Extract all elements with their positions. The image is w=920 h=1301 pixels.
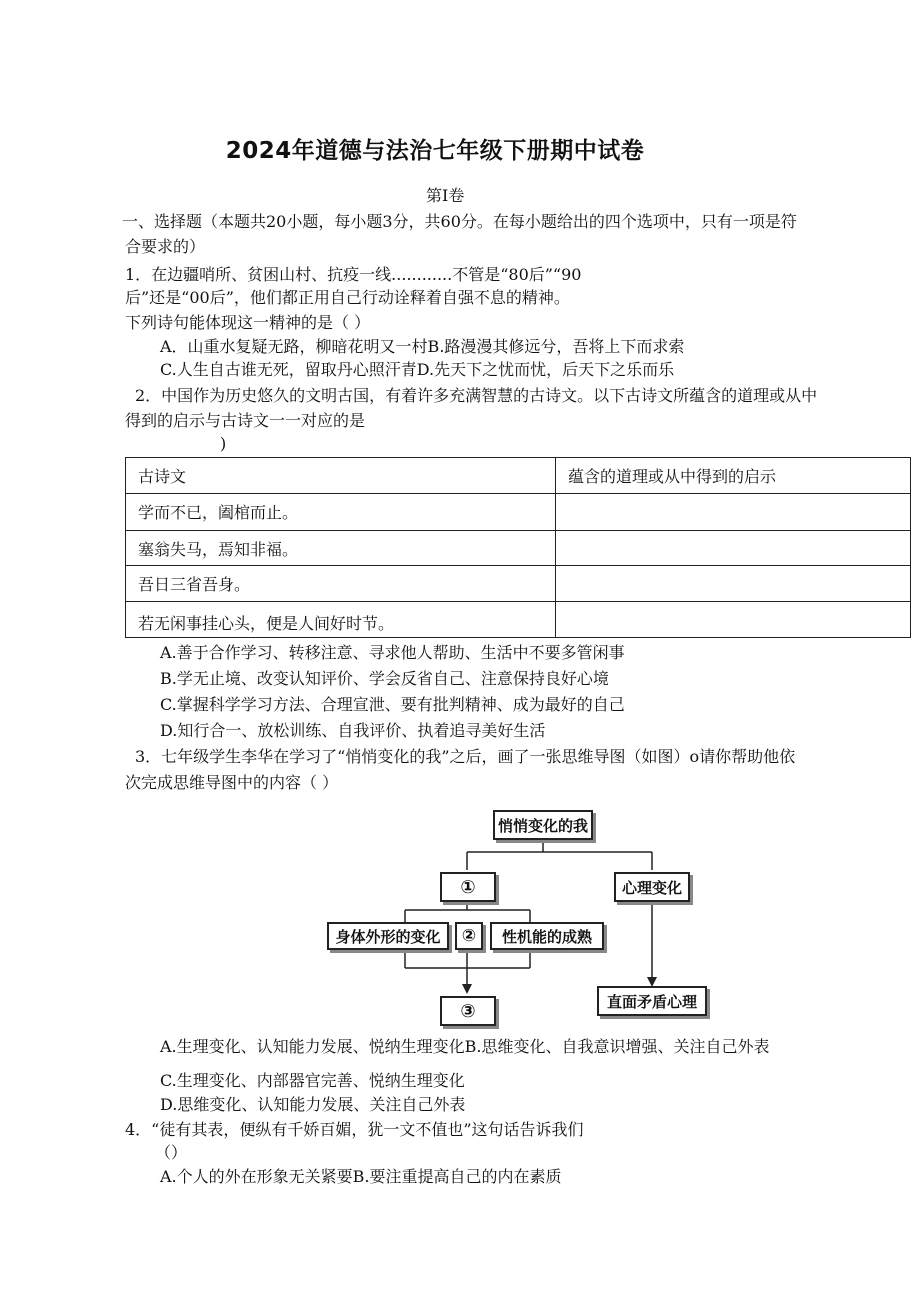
page-title: 2024年道德与法治七年级下册期中试卷 — [225, 138, 645, 164]
table-cell: 吾日三省吾身。 — [126, 566, 556, 602]
q4-stem: 4．“徒有其表，便纵有千娇百媚，犹一文不值也”这句话告诉我们 — [125, 1120, 584, 1139]
q2-option-b: B.学无止境、改变认知评价、学会反省自己、注意保持良好心境 — [160, 669, 609, 688]
q4-paren: （） — [155, 1143, 188, 1162]
q1-stem-cont: 后”还是“00后”，他们都正用自己行动诠释着自强不息的精神。 — [125, 288, 570, 307]
table-cell: 学而不已，阖棺而止。 — [126, 494, 556, 531]
q1-options-ab: A．山重水复疑无路，柳暗花明又一村B.路漫漫其修远兮，吾将上下而求索 — [160, 337, 685, 356]
table-cell: 塞翁失马，焉知非福。 — [126, 531, 556, 566]
q3-stem: 3．七年级学生李华在学习了“悄悄变化的我”之后，画了一张思维导图（如图）o请你帮助他依 — [135, 747, 796, 766]
q2-stem: 2．中国作为历史悠久的文明古国，有着许多充满智慧的古诗文。以下古诗文所蕴含的道理或从中 — [135, 386, 818, 405]
q2-option-a: A.善于合作学习、转移注意、寻求他人帮助、生活中不要多管闲事 — [160, 643, 625, 662]
table-cell: 若无闲事挂心头，便是人间好时节。 — [126, 602, 556, 638]
table-header: 蕴含的道理或从中得到的启示 — [556, 458, 911, 494]
q3-option-c: C.生理变化、内部器官完善、悦纳生理变化 — [160, 1071, 465, 1090]
map-conflict-node: 直面矛盾心理 — [597, 986, 707, 1016]
map-root-node: 悄悄变化的我 — [493, 810, 593, 840]
map-body-node: 身体外形的变化 — [327, 922, 449, 950]
q2-option-c: C.掌握科学学习方法、合理宣泄、要有批判精神、成为最好的自己 — [160, 695, 625, 714]
q1-options-cd: C.人生自古谁无死，留取丹心照汗青D.先天下之忧而忧，后天下之乐而乐 — [160, 360, 675, 379]
map-blank-2-node: ② — [455, 922, 483, 950]
q4-options-ab: A.个人的外在形象无关紧要B.要注重提高自己的内在素质 — [160, 1167, 562, 1186]
q2-option-d: D.知行合一、放松训练、自我评价、执着追寻美好生活 — [160, 721, 546, 740]
section-instructions-cont: 合要求的） — [125, 237, 206, 256]
q1-prompt: 下列诗句能体现这一精神的是（ ） — [125, 313, 371, 332]
map-blank-3-node: ③ — [440, 996, 496, 1026]
q2-paren: ) — [220, 434, 227, 453]
q2-stem-cont: 得到的启示与古诗文一一对应的是 — [125, 411, 366, 430]
table-header: 古诗文 — [126, 458, 556, 494]
section-instructions: 一、选择题（本题共20小题，每小题3分，共60分。在每小题给出的四个选项中，只有一项是符 — [122, 212, 797, 231]
map-blank-1-node: ① — [440, 872, 496, 902]
map-psych-node: 心理变化 — [614, 872, 690, 902]
q3-option-d: D.思维变化、认知能力发展、关注自己外表 — [160, 1095, 466, 1114]
volume-label: 第Ⅰ卷 — [426, 186, 465, 205]
map-sex-node: 性机能的成熟 — [490, 922, 604, 950]
q3-options-ab: A.生理变化、认知能力发展、悦纳生理变化B.思维变化、自我意识增强、关注自己外表 — [160, 1037, 770, 1056]
q3-stem-cont: 次完成思维导图中的内容（ ） — [125, 773, 339, 792]
q1-stem: 1．在边疆哨所、贫困山村、抗疫一线............不管是“80后”“90 — [125, 265, 582, 284]
